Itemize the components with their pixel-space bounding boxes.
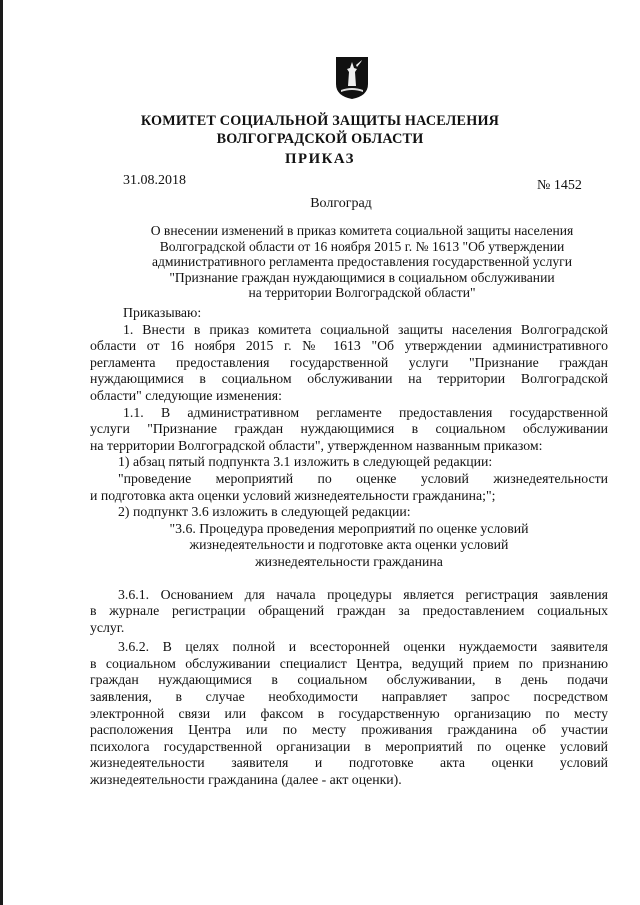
paragraph-1-1-line: на территории Волгоградской области", утвержденном названным приказом: [90, 437, 543, 453]
subitem-2: 2) подпункт 3.6 изложить в следующей редакции: [118, 504, 411, 520]
quote-1-line: "проведение мероприятий по оценке условий жизнедеятельности [118, 470, 608, 486]
paragraph-3-6-2-line: психолога государственной организации в мероприятий по оценке условий [90, 738, 608, 754]
paragraph-1-1-line: услуги "Признание граждан нуждающимися в социальном обслуживании [90, 421, 608, 437]
paragraph-3-6-2-line: жизнедеятельности заявителя и подготовке акта оценки условий [90, 755, 608, 771]
paragraph-1-line: 1. Внести в приказ комитета социальной защиты населения Волгоградской [123, 321, 608, 337]
title-line: "Признание граждан нуждающимися в социальном обслуживании [169, 269, 555, 285]
procedure-title-line: жизнедеятельности гражданина [255, 553, 443, 569]
paragraph-3-6-2-line: в социальном обслуживании специалист Центра, ведущий прием по признанию [90, 655, 608, 671]
coat-of-arms-icon [335, 56, 369, 100]
org-name-line1: КОМИТЕТ СОЦИАЛЬНОЙ ЗАЩИТЫ НАСЕЛЕНИЯ [140, 113, 500, 129]
paragraph-3-6-2-line: электронной связи или факсом в государственную организацию по месту [90, 705, 608, 721]
org-name-line2: ВОЛГОГРАДСКОЙ ОБЛАСТИ [216, 131, 424, 147]
paragraph-3-6-2-line: заявления, в случае необходимости направляет запрос посредством [90, 689, 608, 705]
paragraph-3-6-2-line: жизнедеятельности гражданина (далее - акт оценки). [90, 772, 402, 788]
paragraph-3-6-2-line: 3.6.2. В целях полной и всесторонней оценки нуждаемости заявителя [118, 639, 608, 655]
paragraph-1-1-line: 1.1. В административном регламенте предоставления государственной [123, 404, 608, 420]
document-title [112, 223, 612, 301]
document-date: 31.08.2018 [123, 173, 186, 188]
paragraph-3-6-1-line: в журнале регистрации обращений граждан за предоставлением социальных [90, 603, 608, 619]
title-line: административного регламента предоставления государственной услуги [151, 254, 573, 270]
paragraph-1-line: регламента предоставления государственной услуги "Признание граждан [90, 354, 608, 370]
document-type: ПРИКАЗ [285, 151, 355, 167]
paragraph-3-6-1-line: 3.6.1. Основанием для начала процедуры является регистрация заявления [118, 586, 608, 602]
order-word: Приказываю: [123, 305, 202, 320]
quote-1-line: и подготовка акта оценки условий жизнедеятельности гражданина;"; [90, 487, 496, 503]
procedure-title-line: "3.6. Процедура проведения мероприятий по оценке условий [169, 520, 529, 536]
paragraph-3-6-2-line: граждан нуждающимися в социальном обслуживании, в день подачи [90, 672, 608, 688]
procedure-title-line: жизнедеятельности и подготовке акта оценки условий [189, 537, 509, 553]
title-line: на территории Волгоградской области" [248, 285, 476, 301]
title-line: Волгоградской области от 16 ноября 2015 г. № 1613 "Об утверждении [159, 238, 565, 254]
paragraph-1-line: области от 16 ноября 2015 г. № 1613 "Об утверждении административного [90, 338, 608, 354]
paragraph-1-line: области" следующие изменения: [90, 387, 282, 403]
paragraph-3-6-1-line: услуг. [90, 619, 125, 635]
document-body [90, 305, 608, 789]
subitem-1: 1) абзац пятый подпункта 3.1 изложить в следующей редакции: [118, 454, 493, 470]
document-city: Волгоград [310, 196, 372, 211]
title-line: О внесении изменений в приказ комитета социальной защиты населения [150, 223, 574, 238]
paragraph-1-line: нуждающимися в социальном обслуживании на территории Волгоградской [90, 371, 608, 387]
paragraph-3-6-2-line: расположения Центра или по месту проживания гражданина об участии [90, 722, 608, 738]
document-number: № 1452 [537, 178, 582, 193]
